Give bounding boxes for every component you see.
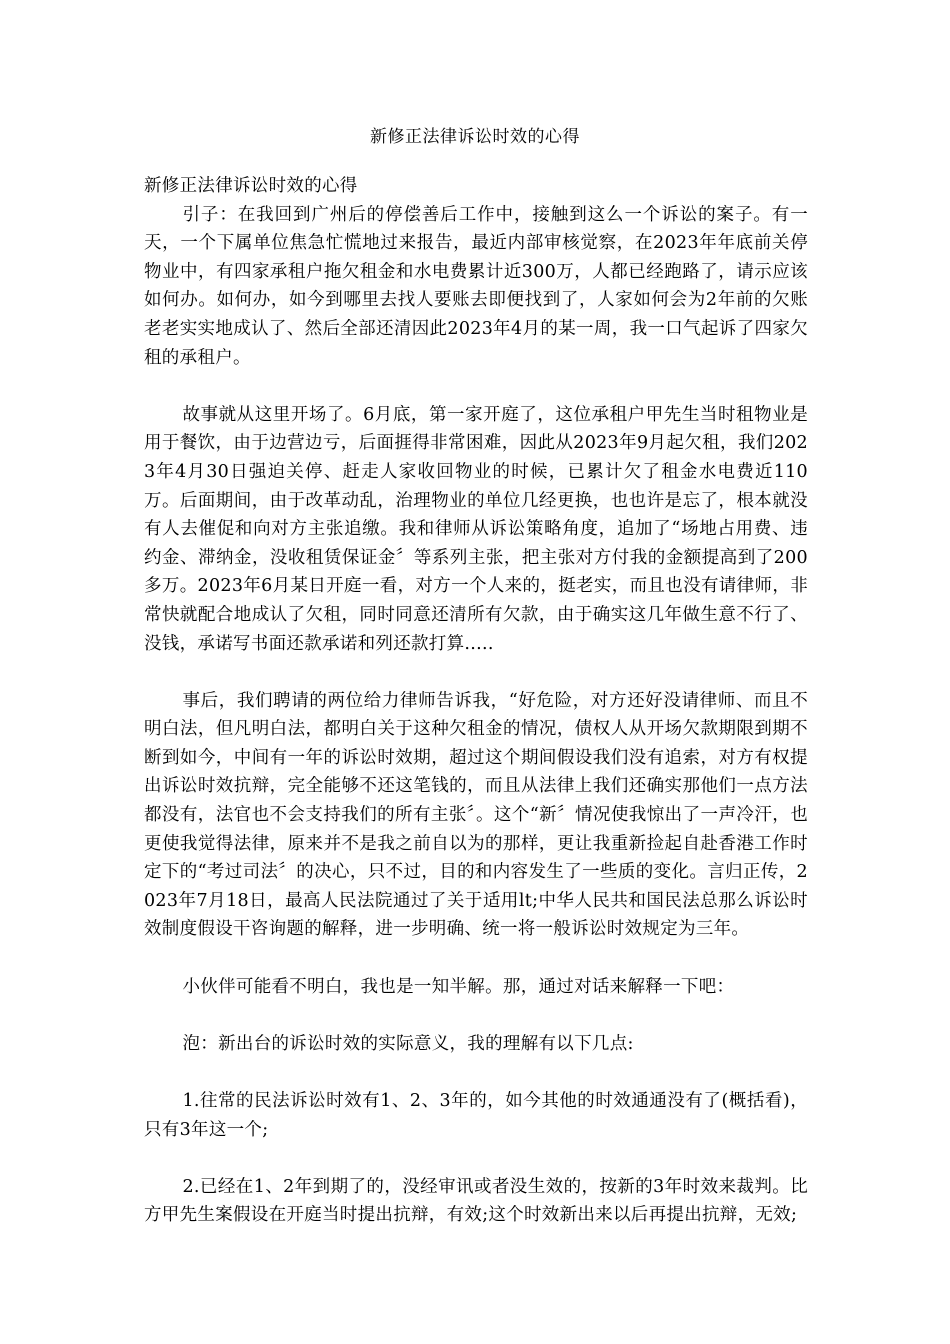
paragraph-story: 故事就从这里开场了。6月底，第一家开庭了，这位承租户甲先生当时租物业是用于餐饮，由于边营边亏，后面捱得非常困难，因此从2023年9月起欠租，我们2023年4月30日强迫关停、赶走人家收回物业的时候，已累计欠了租金水电费近110万。后面期间，由于改革动乱，治理物业的单位几经更换，也也许是忘了，根本就没有人去催促和向对方主张追缴。我和律师从诉讼策略角度，追加了“场地占用费、违约金、滞纳金，没收租赁保证金〞等系列主张，把主张对方付我的金额提高到了200多万。2023年6月某日开庭一看，对方一个人来的，挺老实，而且也没有请律师，非常快就配合地成认了欠租，同时同意还清所有欠款，由于确实这几年做生意不行了、没钱，承诺写书面还款承诺和列还款打算..... (144, 404, 808, 654)
paragraph-intro: 引子：在我回到广州后的停偿善后工作中，接触到这么一个诉讼的案子。有一天，一个下属单位焦急忙慌地过来报告，最近内部审核觉察，在2023年年底前关停物业中，有四家承租户拖欠租金和水电费累计近300万，人都已经跑路了，请示应该如何办。如何办，如今到哪里去找人要账去即便找到了，人家如何会为2年前的欠账老老实实地成认了、然后全部还清因此2023年4月的某一周，我一口气起诉了四家欠租的承租户。 (144, 204, 808, 368)
paragraph-dialogue-intro: 小伙伴可能看不明白，我也是一知半解。那，通过对话来解释一下吧： (182, 976, 735, 997)
paragraph-gap (144, 1058, 808, 1087)
paragraph-gap (144, 1001, 808, 1030)
paragraph-gap (144, 944, 808, 973)
paragraph-point-1: 1.往常的民法诉讼时效有1、2、3年的，如今其他的时效通通没有了(概括看)，只有3年这一个; (144, 1091, 808, 1140)
document-title: 新修正法律诉讼时效的心得 (370, 127, 580, 147)
document-body (144, 172, 808, 1230)
paragraph-aftermath: 事后，我们聘请的两位给力律师告诉我，“好危险，对方还好没请律师、而且不明白法，但凡明白法，都明白关于这种欠租金的情况，债权人从开场欠款期限到期不断到如今，中间有一年的诉讼时效期，超过这个期间假设我们没有追索，对方有权提出诉讼时效抗辩，完全能够不还这笔钱的，而且从法律上我们还确实那他们一点方法都没有，法官也不会支持我们的所有主张〞。这个“新〞情况使我惊出了一声冷汗，也更使我觉得法律，原来并不是我之前自以为的那样，更让我重新捡起自赴香港工作时定下的“考过司法〞的决心，只不过，目的和内容发生了一些质的变化。言归正传，2023年7月18日，最高人民法院通过了关于适用lt;中华人民共和国民法总那么诉讼时效制度假设干咨询题的解释，进一步明确、统一将一般诉讼时效规定为三年。 (144, 690, 808, 940)
paragraph-gap (144, 658, 808, 687)
paragraph-meaning: 泡：新出台的诉讼时效的实际意义，我的理解有以下几点: (182, 1033, 634, 1054)
paragraph-gap (144, 372, 808, 401)
paragraph-point-2: 2.已经在1、2年到期了的，没经审讯或者没生效的，按新的3年时效来裁判。比方甲先生案假设在开庭当时提出抗辩，有效;这个时效新出来以后再提出抗辩，无效; (144, 1176, 808, 1226)
paragraph-gap (144, 1144, 808, 1173)
document-subtitle: 新修正法律诉讼时效的心得 (144, 176, 358, 196)
